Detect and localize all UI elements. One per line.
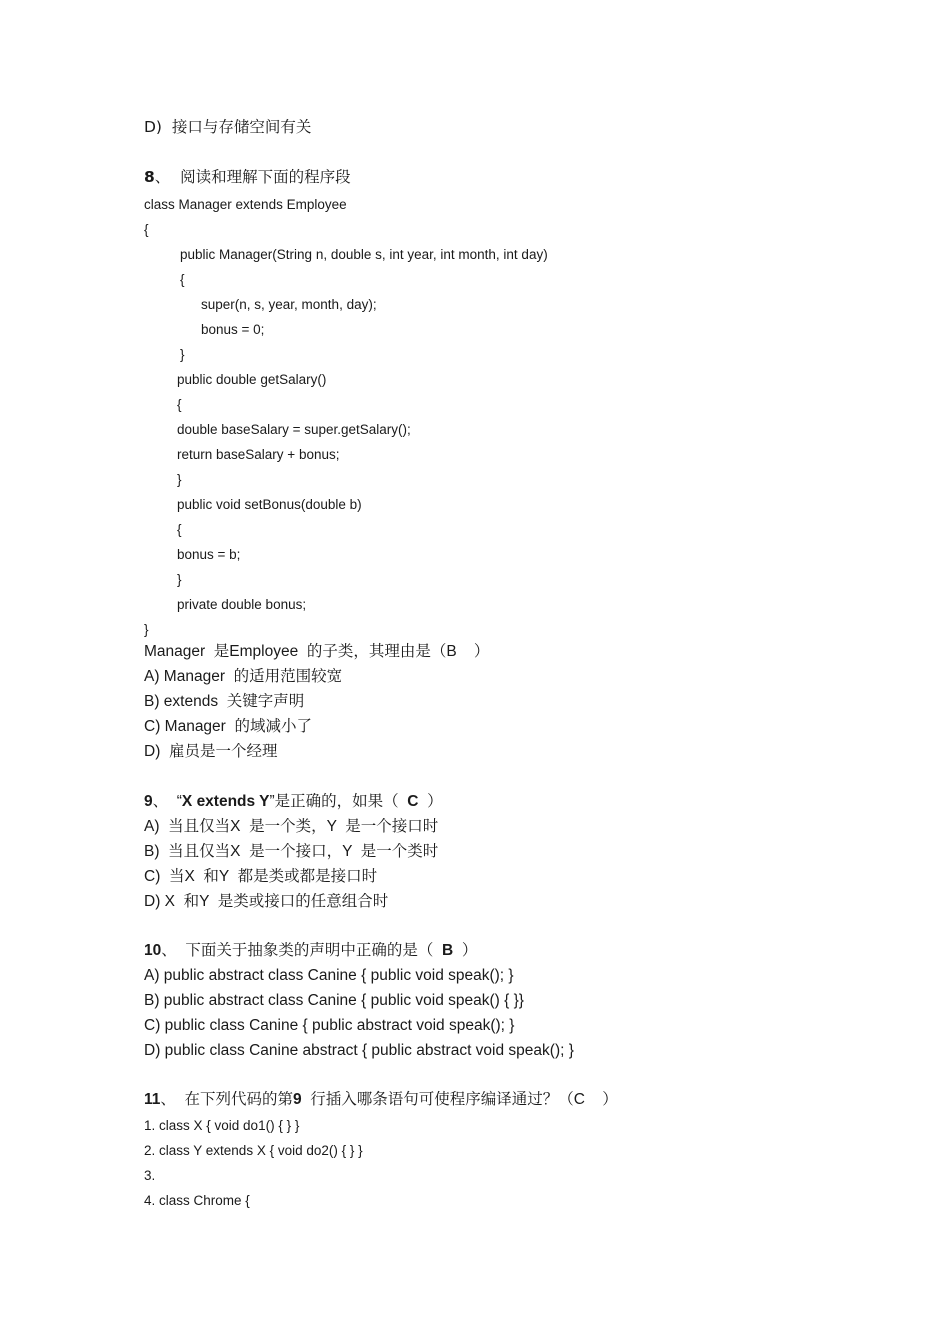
q9-stem-bold: X extends Y [181, 793, 270, 810]
q11-heading [144, 1092, 618, 1108]
q8-code-line: { [177, 522, 182, 537]
q9-option-c: C) 当X 和Y 都是类或都是接口时 [144, 868, 378, 885]
q8-heading [144, 170, 351, 186]
q10-prompt: 下面关于抽象类的声明中正确的是（ [176, 942, 442, 959]
q8-code-line: return baseSalary + bonus; [177, 447, 340, 462]
q11-code-line: 3. [144, 1168, 156, 1183]
q11-separator: 、 [160, 1091, 176, 1108]
q9-open-quote: “ [168, 793, 182, 810]
q8-code-line: } [177, 472, 182, 487]
q8-code-line: } [180, 347, 185, 362]
q8-code-line: class Manager extends Employee [144, 197, 347, 212]
q10-option-a: A) public abstract class Canine { public void speak(); } [144, 967, 514, 984]
q10-option-b: B) public abstract class Canine { public void speak() { }} [144, 992, 524, 1009]
q8-code-line: super(n, s, year, month, day); [201, 297, 377, 312]
q9-option-d: D) X 和Y 是类或接口的任意组合时 [144, 893, 389, 910]
q11-code-line: 4. class Chrome { [144, 1193, 250, 1208]
q10-close: ） [453, 942, 478, 959]
q8-code-line: { [144, 222, 149, 237]
q8-option-b: B) extends 关键字声明 [144, 693, 305, 710]
q8-code-line: { [177, 397, 182, 412]
q9-separator: 、 [152, 793, 169, 810]
q8-code-line: } [144, 622, 149, 637]
q11-prompt-a: 在下列代码的第 [175, 1091, 294, 1108]
q11-code-line: 2. class Y extends X { void do2() { } } [144, 1143, 363, 1158]
q8-option-a: A) Manager 的适用范围较宽 [144, 668, 343, 685]
q9-close: ） [418, 793, 443, 810]
q8-code-line: private double bonus; [177, 597, 307, 612]
q8-code-line: double baseSalary = super.getSalary(); [177, 422, 411, 437]
q8-code-line: public Manager(String n, double s, int year, int month, int day) [180, 247, 548, 262]
q8-code-line: } [177, 572, 182, 587]
q9-stem-rest: ”是正确的，如果（ [269, 793, 408, 810]
q11-number: 11 [144, 1091, 161, 1108]
q11-prompt-b: 行插入哪条语句可使程序编译通过？（C ） [301, 1091, 618, 1108]
q9-option-b: B) 当且仅当X 是一个接口，Y 是一个类时 [144, 843, 439, 860]
q8-code-line: public void setBonus(double b) [177, 497, 362, 512]
q8-code-line: public double getSalary() [177, 372, 327, 387]
q9-option-a: A) 当且仅当X 是一个类，Y 是一个接口时 [144, 818, 439, 835]
q8-question: Manager 是Employee 的子类，其理由是（B ） [144, 643, 490, 660]
q11-code-line: 1. class X { void do1() { } } [144, 1118, 300, 1133]
q7-option-d: D) 接口与存储空间有关 [144, 118, 312, 136]
q9-number: 9 [144, 793, 153, 810]
q9-answer: C [407, 793, 419, 810]
q11-line-no: 9 [293, 1091, 302, 1108]
q10-separator: 、 [161, 942, 177, 959]
q8-number: 8 [144, 168, 155, 186]
q9-heading [144, 794, 443, 810]
q8-option-c: C) Manager 的域减小了 [144, 718, 312, 735]
q8-separator: 、 [154, 168, 171, 186]
q8-prompt: 阅读和理解下面的程序段 [170, 168, 351, 186]
q10-answer: B [442, 942, 454, 959]
q8-code-line: bonus = 0; [201, 322, 265, 337]
q10-heading [144, 943, 477, 959]
q8-code-line: bonus = b; [177, 547, 241, 562]
q10-number: 10 [144, 942, 162, 959]
q10-option-c: C) public class Canine { public abstract void speak(); } [144, 1017, 515, 1034]
q10-option-d: D) public class Canine abstract { public abstract void speak(); } [144, 1042, 574, 1059]
q8-option-d: D) 雇员是一个经理 [144, 743, 278, 760]
q8-code-line: { [180, 272, 185, 287]
